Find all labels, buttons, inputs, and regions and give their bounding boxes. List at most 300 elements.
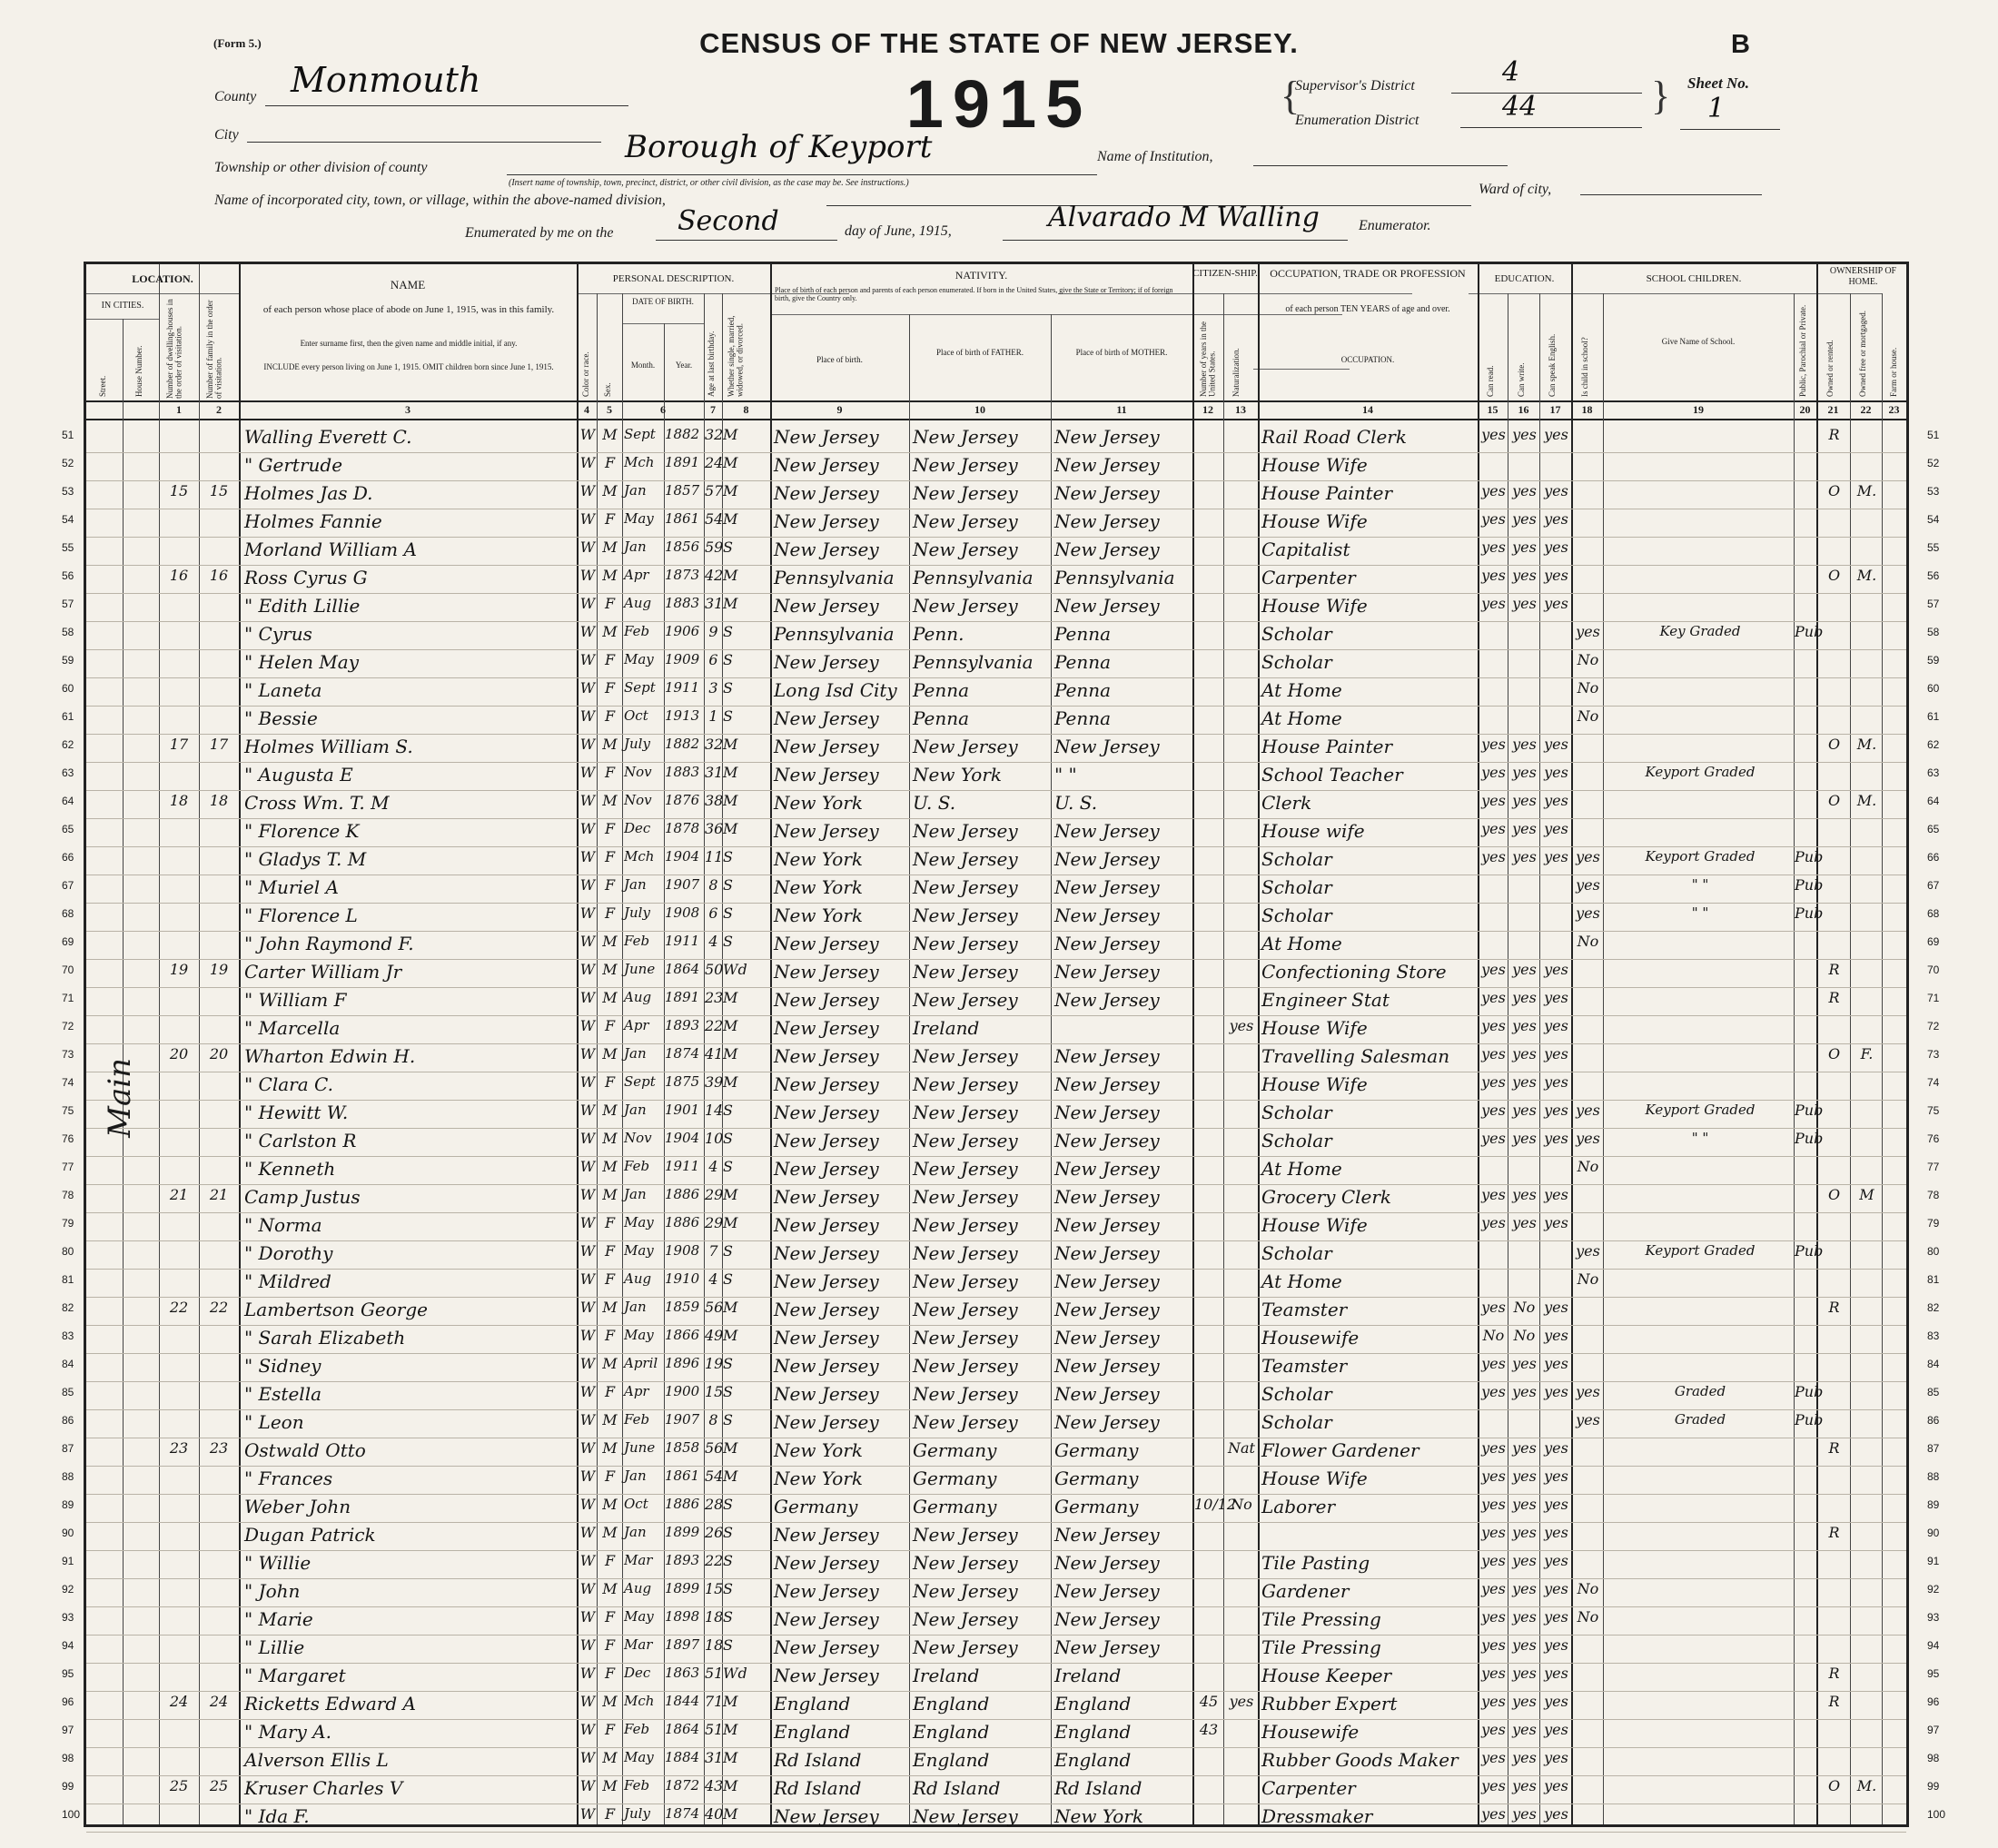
cell-age: 29 — [705, 1186, 724, 1203]
cell-sex: F — [604, 510, 616, 528]
line-number: 74 — [62, 1076, 74, 1089]
cell-school-type: Pub — [1795, 1102, 1824, 1119]
line-number: 95 — [62, 1667, 74, 1680]
cell-father: New Jersey — [913, 1102, 1018, 1123]
enumeration-label: Enumeration District — [1295, 113, 1419, 128]
cell-occ: Scholar — [1261, 1102, 1332, 1123]
cell-name: " Hewitt W. — [244, 1102, 349, 1123]
cell-ms: M — [723, 1468, 738, 1485]
cell-ms: S — [723, 1130, 733, 1147]
cell-year: 1897 — [665, 1636, 700, 1653]
enumerator-name: Alvarado M Walling — [1048, 202, 1320, 233]
cell-school-name: Graded — [1674, 1411, 1726, 1428]
cell-own: R — [1828, 1299, 1840, 1316]
cell-color: W — [579, 482, 596, 499]
line-number: 73 — [62, 1048, 74, 1061]
cell-year: 1844 — [665, 1693, 700, 1709]
cell-sex: M — [602, 1439, 618, 1457]
line-number: 81 — [62, 1273, 74, 1286]
cell-ms: S — [723, 1383, 733, 1400]
census-table — [84, 262, 1909, 1827]
cell-color: W — [579, 1186, 596, 1203]
cell-free: M. — [1856, 1777, 1877, 1794]
cell-color: W — [579, 1496, 596, 1513]
cell-year: 1874 — [665, 1045, 700, 1062]
cell-mother: New Jersey — [1054, 539, 1160, 560]
cell-free: M. — [1856, 792, 1877, 809]
cell-read: yes — [1481, 1524, 1506, 1541]
cell-pob: New Jersey — [774, 1355, 879, 1377]
cell-year: 1875 — [665, 1073, 700, 1090]
cell-school-type: Pub — [1795, 1242, 1824, 1260]
line-number: 64 — [62, 795, 74, 807]
cell-mother: New Jersey — [1054, 1214, 1160, 1236]
cell-pob: New Jersey — [774, 736, 879, 757]
cell-year: 1858 — [665, 1439, 700, 1456]
cell-father: New Jersey — [913, 848, 1018, 870]
cell-pob: New Jersey — [774, 1299, 879, 1320]
cell-color: W — [579, 1665, 596, 1682]
cell-ms: S — [723, 1411, 733, 1428]
cell-read: yes — [1481, 1073, 1506, 1091]
column-number: 5 — [607, 403, 612, 416]
cell-sex: F — [604, 1552, 616, 1569]
cell-year: 1876 — [665, 792, 700, 808]
cell-color: W — [579, 567, 596, 584]
cell-own: O — [1827, 482, 1841, 499]
cell-sex: M — [602, 1411, 618, 1428]
cell-occ: Housewife — [1261, 1721, 1360, 1743]
cell-name: " Norma — [244, 1214, 322, 1236]
cell-fam: 21 — [209, 1186, 229, 1203]
cell-speak: yes — [1544, 1580, 1568, 1597]
cell-occ: Teamster — [1261, 1299, 1348, 1320]
cell-speak: yes — [1544, 510, 1568, 528]
cell-occ: House wife — [1261, 820, 1365, 842]
cell-ms: S — [723, 539, 733, 556]
cell-occ: Dressmaker — [1261, 1805, 1373, 1827]
dob-header: DATE OF BIRTH. — [632, 297, 694, 306]
cell-ms: S — [723, 1636, 733, 1654]
cell-mother: New Jersey — [1054, 1608, 1160, 1630]
cell-school: yes — [1576, 848, 1600, 865]
cell-occ: Teamster — [1261, 1355, 1348, 1377]
cell-school: yes — [1576, 1411, 1600, 1428]
cell-ms: S — [723, 904, 733, 922]
line-number: 93 — [1927, 1611, 1940, 1624]
cell-sex: F — [604, 1608, 616, 1626]
cell-write: yes — [1512, 764, 1537, 781]
cell-fam: 24 — [209, 1693, 229, 1710]
row-rule — [86, 1156, 1906, 1157]
cell-dw: 25 — [169, 1777, 189, 1794]
cell-age: 24 — [705, 454, 724, 471]
cell-pob: New Jersey — [774, 651, 879, 673]
cell-read: No — [1482, 1327, 1505, 1344]
cell-read: yes — [1481, 792, 1506, 809]
cell-mother: New Jersey — [1054, 876, 1160, 898]
year-header: Year. — [675, 361, 693, 370]
cell-own: R — [1828, 1524, 1840, 1541]
row-rule — [86, 1747, 1906, 1748]
cell-speak: yes — [1544, 1327, 1568, 1344]
cell-dw: 21 — [169, 1186, 189, 1203]
cell-pob: New Jersey — [774, 1552, 879, 1574]
cell-occ: Grocery Clerk — [1261, 1186, 1392, 1208]
cell-mother: New Jersey — [1054, 1073, 1160, 1095]
line-number: 91 — [1927, 1555, 1940, 1567]
cell-father: Ireland — [913, 1017, 980, 1039]
row-rule — [86, 1353, 1906, 1354]
can-write-header: Can write. — [1517, 362, 1526, 397]
cell-father: New Jersey — [913, 510, 1018, 532]
cell-father: New Jersey — [913, 482, 1018, 504]
cell-school: No — [1577, 1608, 1599, 1626]
cell-month: Nov — [624, 1130, 652, 1146]
cell-name: " Mildred — [244, 1270, 331, 1292]
cell-father: England — [913, 1693, 990, 1715]
cell-own: R — [1828, 961, 1840, 978]
cell-name: Weber John — [244, 1496, 351, 1517]
cell-age: 38 — [705, 792, 724, 809]
cell-sex: F — [604, 1073, 616, 1091]
cell-name: " Laneta — [244, 679, 322, 701]
cell-free: M — [1859, 1186, 1874, 1203]
cell-occ: House Wife — [1261, 510, 1368, 532]
cell-age: 28 — [705, 1496, 724, 1513]
cell-yrs: 10/12 — [1194, 1496, 1237, 1513]
cell-color: W — [579, 1102, 596, 1119]
cell-father: Pennsylvania — [913, 651, 1034, 673]
cell-fam: 16 — [209, 567, 229, 584]
cell-fam: 15 — [209, 482, 229, 499]
line-number: 58 — [1927, 626, 1940, 638]
cell-name: " Florence K — [244, 820, 360, 842]
cell-month: Jan — [624, 482, 647, 499]
cell-age: 31 — [705, 595, 724, 612]
cell-ms: S — [723, 651, 733, 668]
cell-color: W — [579, 736, 596, 753]
cell-mother: New Jersey — [1054, 989, 1160, 1011]
column-number: 22 — [1860, 403, 1872, 416]
line-number: 98 — [1927, 1752, 1940, 1764]
cell-age: 32 — [705, 426, 724, 443]
cell-mother: New Jersey — [1054, 454, 1160, 476]
cell-father: New Jersey — [913, 1130, 1018, 1151]
cell-speak: yes — [1544, 1721, 1568, 1738]
cell-sex: F — [604, 1383, 616, 1400]
cell-year: 1913 — [665, 707, 700, 724]
line-number: 88 — [62, 1470, 74, 1483]
cell-name: " Helen May — [244, 651, 360, 673]
cell-occ: Tile Pressing — [1261, 1636, 1381, 1658]
line-number: 86 — [1927, 1414, 1940, 1427]
cell-speak: yes — [1544, 426, 1568, 443]
cell-speak: yes — [1544, 1805, 1568, 1823]
cell-occ: Gardener — [1261, 1580, 1350, 1602]
institution-field — [1253, 143, 1508, 166]
cell-ms: S — [723, 707, 733, 725]
cell-month: Apr — [624, 1383, 649, 1399]
column-number: 19 — [1693, 403, 1704, 416]
column-number: 8 — [743, 403, 749, 416]
cell-speak: yes — [1544, 1130, 1568, 1147]
cell-father: Germany — [913, 1439, 997, 1461]
line-number: 84 — [62, 1358, 74, 1370]
cell-pob: New Jersey — [774, 1327, 879, 1349]
cell-father: New York — [913, 764, 1002, 786]
cell-month: Sept — [624, 426, 656, 442]
cell-age: 31 — [705, 1749, 724, 1766]
month-header: Month. — [630, 361, 656, 370]
cell-pob: New Jersey — [774, 989, 879, 1011]
cell-mother: New Jersey — [1054, 1299, 1160, 1320]
location-header: LOCATION. — [132, 272, 193, 285]
cell-yrs: 45 — [1199, 1693, 1219, 1710]
cell-year: 1908 — [665, 904, 700, 921]
line-number: 90 — [1927, 1527, 1940, 1539]
cell-read: yes — [1481, 736, 1506, 753]
cell-color: W — [579, 1608, 596, 1626]
cell-year: 1898 — [665, 1608, 700, 1625]
cell-mother: New Jersey — [1054, 933, 1160, 954]
cell-father: New Jersey — [913, 1186, 1018, 1208]
institution-label: Name of Institution, — [1097, 149, 1213, 164]
cell-month: Jan — [624, 1045, 647, 1062]
in-cities-header: IN CITIES. — [101, 301, 144, 311]
cell-sex: M — [602, 623, 618, 640]
cell-ms: M — [723, 1693, 738, 1710]
line-number: 58 — [62, 626, 74, 638]
cell-own: R — [1828, 426, 1840, 443]
cell-write: yes — [1512, 510, 1537, 528]
cell-sex: F — [604, 1636, 616, 1654]
row-rule — [86, 1409, 1906, 1410]
cell-month: May — [624, 510, 654, 527]
naturalization-header: Naturalization. — [1231, 348, 1241, 397]
cell-mother: New Jersey — [1054, 1130, 1160, 1151]
cell-age: 29 — [705, 1214, 724, 1231]
line-number: 74 — [1927, 1076, 1940, 1089]
cell-father: England — [913, 1749, 990, 1771]
district-brace-left-icon: { — [1281, 74, 1301, 118]
line-number: 67 — [62, 879, 74, 892]
cell-name: " Dorothy — [244, 1242, 333, 1264]
cell-write: yes — [1512, 961, 1537, 978]
sheet-no-label: Sheet No. — [1687, 74, 1749, 92]
line-number: 90 — [62, 1527, 74, 1539]
cell-color: W — [579, 1580, 596, 1597]
cell-read: yes — [1481, 1580, 1506, 1597]
column-number: 18 — [1581, 403, 1593, 416]
cell-write: yes — [1512, 1608, 1537, 1626]
cell-read: yes — [1481, 961, 1506, 978]
row-rule — [86, 480, 1906, 481]
cell-father: Germany — [913, 1496, 997, 1517]
cell-month: July — [624, 736, 650, 752]
cell-occ: At Home — [1261, 1158, 1342, 1180]
cell-age: 51 — [705, 1665, 724, 1682]
cell-mother: New York — [1054, 1805, 1143, 1827]
cell-ms: S — [723, 1158, 733, 1175]
cell-ms: M — [723, 1299, 738, 1316]
line-number: 53 — [1927, 485, 1940, 498]
column-number: 4 — [584, 403, 589, 416]
line-number: 57 — [62, 598, 74, 610]
line-number: 99 — [62, 1780, 74, 1793]
cell-pob: New Jersey — [774, 1411, 879, 1433]
cell-color: W — [579, 679, 596, 697]
cell-ms: M — [723, 426, 738, 443]
cell-father: New Jersey — [913, 961, 1018, 983]
cell-sex: F — [604, 707, 616, 725]
cell-month: Nov — [624, 764, 652, 780]
cell-father: New Jersey — [913, 1214, 1018, 1236]
cell-pob: New Jersey — [774, 1186, 879, 1208]
cell-occ: At Home — [1261, 707, 1342, 729]
cell-sex: M — [602, 1130, 618, 1147]
cell-sex: M — [602, 1299, 618, 1316]
column-number: 3 — [405, 403, 410, 416]
cell-sex: M — [602, 1524, 618, 1541]
cell-own: O — [1827, 1777, 1841, 1794]
line-number: 52 — [62, 457, 74, 469]
cell-read: yes — [1481, 1214, 1506, 1231]
line-number: 68 — [1927, 907, 1940, 920]
township-note: (Insert name of township, town, precinct, district, or other civil division, as the case may be. See instructions.) — [509, 178, 909, 188]
column-number: 1 — [176, 403, 182, 416]
sheet-no-value: 1 — [1707, 93, 1726, 124]
family-order-header: Number of family in the order of visitation. — [205, 300, 223, 399]
cell-speak: yes — [1544, 989, 1568, 1006]
cell-pob: New Jersey — [774, 1242, 879, 1264]
cell-year: 1886 — [665, 1496, 700, 1512]
cell-write: yes — [1512, 426, 1537, 443]
cell-school-name: " " — [1691, 876, 1709, 893]
cell-ms: M — [723, 1214, 738, 1231]
row-rule — [86, 1606, 1906, 1607]
cell-write: yes — [1512, 1214, 1537, 1231]
cell-father: New Jersey — [913, 1524, 1018, 1546]
cell-mother: New Jersey — [1054, 1383, 1160, 1405]
cell-occ: Clerk — [1261, 792, 1312, 814]
cell-ms: S — [723, 848, 733, 865]
cell-nat: Nat — [1228, 1439, 1255, 1457]
cell-month: May — [624, 1749, 654, 1765]
cell-age: 57 — [705, 482, 724, 499]
line-number: 56 — [1927, 569, 1940, 582]
cell-write: yes — [1512, 1665, 1537, 1682]
cell-year: 1874 — [665, 1805, 700, 1822]
cell-occ: Engineer Stat — [1261, 989, 1390, 1011]
cell-mother: New Jersey — [1054, 1270, 1160, 1292]
cell-year: 1859 — [665, 1299, 700, 1315]
line-number: 93 — [62, 1611, 74, 1624]
line-number: 95 — [1927, 1667, 1940, 1680]
cell-month: Apr — [624, 1017, 649, 1033]
cell-sex: F — [604, 1214, 616, 1231]
cell-write: yes — [1512, 1721, 1537, 1738]
enumerated-mid: day of June, 1915, — [845, 223, 952, 239]
cell-color: W — [579, 1073, 596, 1091]
cell-write: yes — [1512, 1073, 1537, 1091]
cell-read: yes — [1481, 1186, 1506, 1203]
cell-name: " Edith Lillie — [244, 595, 361, 617]
line-number: 97 — [1927, 1724, 1940, 1736]
cell-mother: Penna — [1054, 707, 1112, 729]
cell-name: " Sarah Elizabeth — [244, 1327, 406, 1349]
cell-age: 42 — [705, 567, 724, 584]
cell-sex: F — [604, 651, 616, 668]
cell-age: 56 — [705, 1299, 724, 1316]
years-in-us-header: Number of years in the United States. — [1199, 321, 1217, 397]
cell-color: W — [579, 595, 596, 612]
cell-name: " Lillie — [244, 1636, 305, 1658]
cell-month: Apr — [624, 567, 649, 583]
cell-read: yes — [1481, 1721, 1506, 1738]
cell-father: Ireland — [913, 1665, 980, 1686]
cell-father: New Jersey — [913, 1158, 1018, 1180]
cell-read: yes — [1481, 1552, 1506, 1569]
cell-ms: M — [723, 595, 738, 612]
cell-color: W — [579, 1749, 596, 1766]
line-number: 79 — [62, 1217, 74, 1230]
cell-name: " John — [244, 1580, 301, 1602]
row-rule — [86, 1663, 1906, 1664]
cell-ms: M — [723, 482, 738, 499]
cell-sex: M — [602, 1693, 618, 1710]
cell-color: W — [579, 989, 596, 1006]
cell-color: W — [579, 1242, 596, 1260]
name-instr2: INCLUDE every person living on June 1, 1915. OMIT children born since June 1, 1915. — [263, 362, 554, 371]
cell-school: yes — [1576, 623, 1600, 640]
supervisor-value: 4 — [1502, 56, 1520, 88]
line-number: 78 — [1927, 1189, 1940, 1201]
cell-color: W — [579, 792, 596, 809]
cell-occ: Housewife — [1261, 1327, 1360, 1349]
line-number: 100 — [1927, 1808, 1946, 1821]
cell-fam: 22 — [209, 1299, 229, 1316]
district-brace-right-icon: } — [1651, 74, 1671, 118]
cell-fam: 23 — [209, 1439, 229, 1457]
cell-name: " Estella — [244, 1383, 322, 1405]
cell-write: yes — [1512, 539, 1537, 556]
cell-name: Walling Everett C. — [244, 426, 412, 448]
row-rule — [86, 1719, 1906, 1720]
cell-occ: At Home — [1261, 1270, 1342, 1292]
cell-father: New Jersey — [913, 1552, 1018, 1574]
row-rule — [86, 1297, 1906, 1298]
cell-speak: yes — [1544, 1496, 1568, 1513]
row-rule — [86, 1128, 1906, 1129]
cell-fam: 20 — [209, 1045, 229, 1062]
cell-speak: yes — [1544, 1186, 1568, 1203]
cell-mother: England — [1054, 1693, 1132, 1715]
cell-ms: S — [723, 1496, 733, 1513]
cell-color: W — [579, 1158, 596, 1175]
line-number: 87 — [1927, 1442, 1940, 1455]
nativity-header: NATIVITY. — [954, 269, 1008, 282]
cell-mother: New Jersey — [1054, 1242, 1160, 1264]
cell-sex: M — [602, 1355, 618, 1372]
column-number: 2 — [216, 403, 222, 416]
cell-year: 1863 — [665, 1665, 700, 1681]
cell-nat: yes — [1229, 1693, 1254, 1710]
column-number: 16 — [1518, 403, 1529, 416]
cell-pob: Pennsylvania — [774, 623, 895, 645]
line-number: 75 — [1927, 1104, 1940, 1117]
cell-year: 1901 — [665, 1102, 700, 1118]
